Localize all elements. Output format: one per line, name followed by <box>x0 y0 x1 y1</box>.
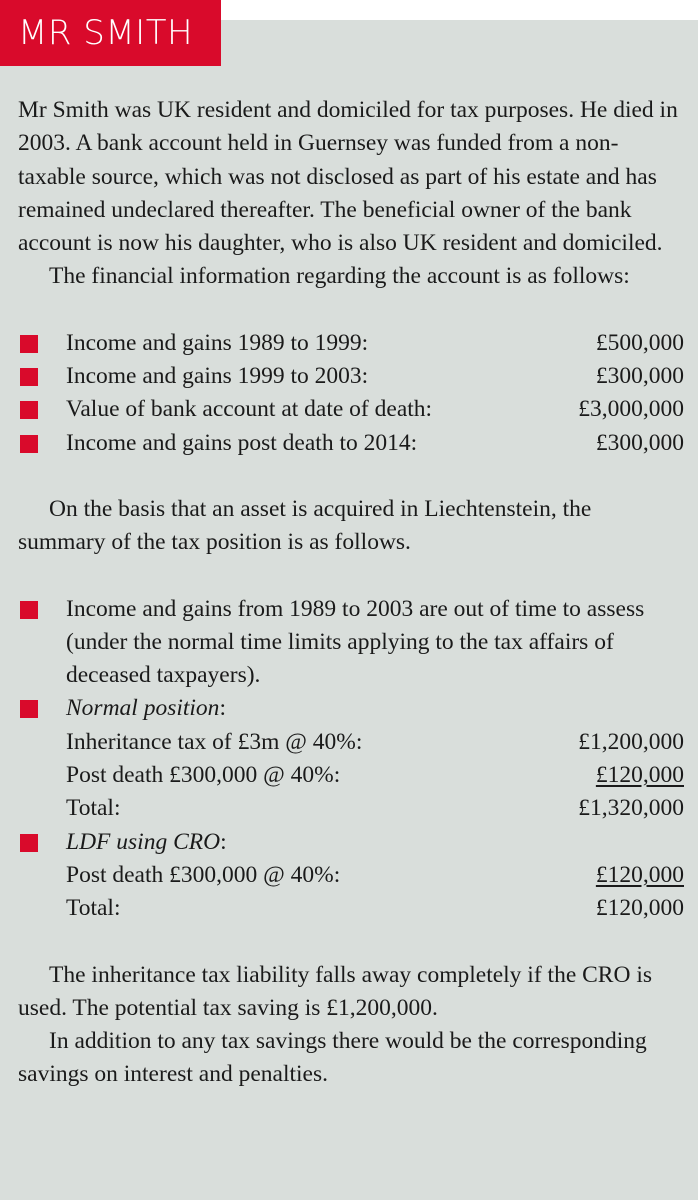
case-study-title: MR SMITH <box>0 0 221 66</box>
financial-intro-paragraph: The financial information regarding the account is as follows: <box>49 263 630 290</box>
list-item: Income and gains post death to 2014: £300,000 <box>18 427 684 460</box>
amount-underlined: £120,000 <box>595 861 684 888</box>
conclusion-paragraph-2: In addition to any tax savings there would be the corresponding savings on interest and penalties. <box>18 1028 647 1088</box>
list-item-ldf-using-cro: LDF using CRO: Post death £300,000 @ 40%: £120,000 Total: £120,000 <box>18 826 684 926</box>
amount: £300,000 <box>595 429 684 456</box>
red-square-bullet-icon <box>20 834 38 852</box>
amount: £300,000 <box>595 363 684 390</box>
list-item: Value of bank account at date of death: £3,000,000 <box>18 393 684 426</box>
list-item-normal-position: Normal position: Inheritance tax of £3m @ 40%: £1,200,000 Post death £300,000 @ 40%: £120,000 Total: £1,320,000 <box>18 692 684 825</box>
amount: £500,000 <box>595 329 684 356</box>
intro-paragraph: Mr Smith was UK resident and domiciled for tax purposes. He died in 2003. A bank account held in Guernsey was funded from a non-taxable source, which was not disclosed as part of his estate and has remained undeclared thereafter. The beneficial owner of the bank account is now his daughter, who is also UK resident and domiciled. <box>18 97 678 257</box>
total-amount: £120,000 <box>595 895 684 922</box>
financial-list <box>18 327 684 460</box>
red-square-bullet-icon <box>20 435 38 453</box>
red-square-bullet-icon <box>20 368 38 386</box>
list-item: Income and gains 1989 to 1999: £500,000 <box>18 327 684 360</box>
summary-intro-paragraph: On the basis that an asset is acquired in Liechtenstein, the summary of the tax position is as follows. <box>18 495 592 556</box>
red-square-bullet-icon <box>20 401 38 419</box>
list-item: Income and gains 1999 to 2003: £300,000 <box>18 360 684 393</box>
total-amount: £1,320,000 <box>578 795 684 822</box>
amount-underlined: £120,000 <box>595 762 684 789</box>
conclusion-paragraph: The inheritance tax liability falls away completely if the CRO is used. The potential tax saving is £1,200,000. <box>18 961 652 1021</box>
red-square-bullet-icon <box>20 601 38 619</box>
red-square-bullet-icon <box>20 700 38 718</box>
normal-position-heading: Normal position <box>66 695 220 722</box>
amount: £3,000,000 <box>578 396 684 423</box>
summary-list <box>18 593 684 926</box>
list-item-out-of-time: Income and gains from 1989 to 2003 are out of time to assess (under the normal time limits applying to the tax affairs of deceased taxpayers). <box>18 593 684 693</box>
case-study-body <box>18 94 684 1092</box>
ldf-heading: LDF using CRO <box>66 828 221 855</box>
amount: £1,200,000 <box>578 728 684 755</box>
red-square-bullet-icon <box>20 335 38 353</box>
